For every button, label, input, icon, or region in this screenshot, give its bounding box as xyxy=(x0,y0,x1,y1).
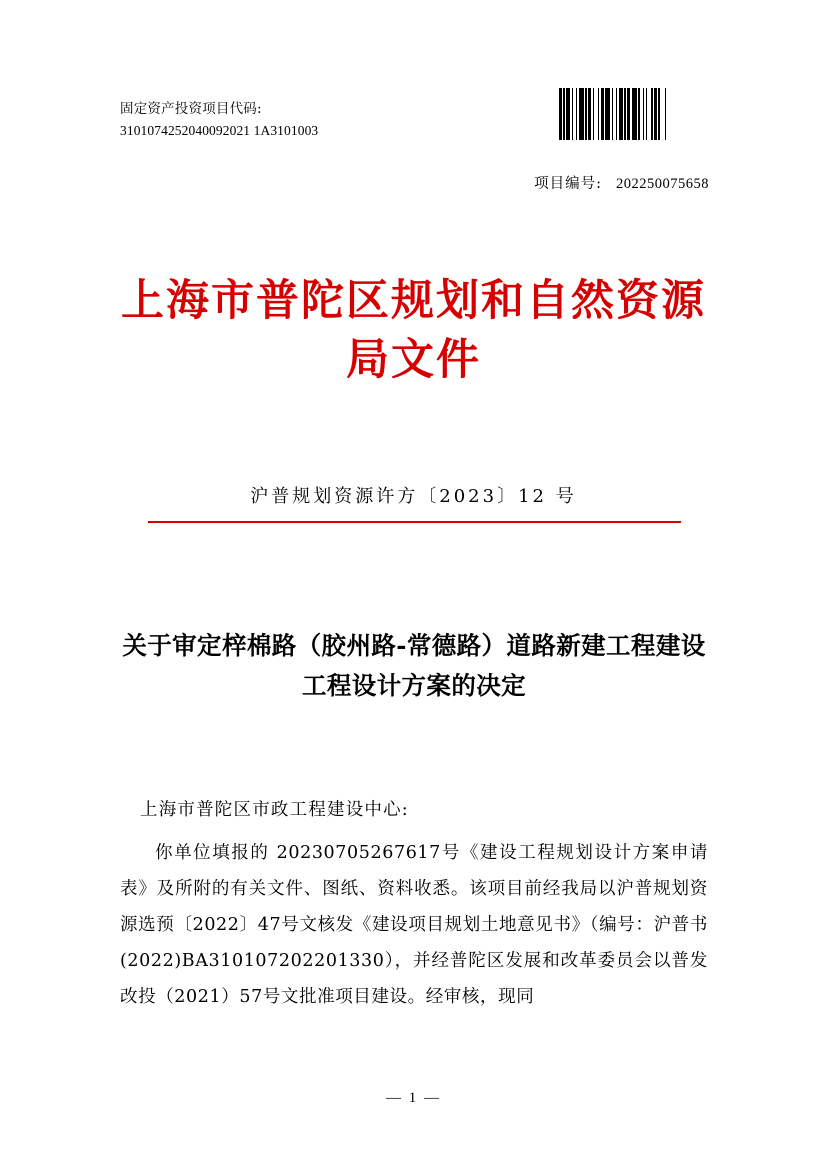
asset-code-label: 固定资产投资项目代码: xyxy=(120,101,262,117)
recipient-line: 上海市普陀区市政工程建设中心: xyxy=(140,800,409,820)
asset-code-value: 3101074252040092021 1A3101003 xyxy=(120,123,319,139)
barcode-icon xyxy=(559,88,707,140)
red-divider xyxy=(148,521,681,523)
project-number-value: 202250075658 xyxy=(616,176,709,192)
body-text xyxy=(120,836,708,1015)
body-paragraph: 你单位填报的 20230705267617号《建设工程规划设计方案申请表》及所附的有关文件、图纸、资料收悉。该项目前经我局以沪普规划资源选预〔2022〕47号文核发《建设项目规划土地意见书》（编号：沪普书(2022)BA310107202201330），并经普陀区发展和改革委员会以普发改投（2021）57号文批准项目建设。经审核，现同 xyxy=(120,843,708,1007)
asset-investment-code xyxy=(120,98,450,143)
project-number-label: 项目编号: xyxy=(534,176,602,192)
document-number: 沪普规划资源许方〔2023〕12 号 xyxy=(250,486,577,507)
page-title-line2: 局文件 xyxy=(346,335,481,386)
page-title-line1: 上海市普陀区规划和自然资源 xyxy=(121,276,706,326)
page-number: — 1 — xyxy=(386,1090,441,1106)
project-number xyxy=(534,172,709,193)
page-title xyxy=(100,272,727,391)
document-subject: 关于审定梓棉路（胶州路-常德路）道路新建工程建设工程设计方案的决定 xyxy=(122,631,706,700)
